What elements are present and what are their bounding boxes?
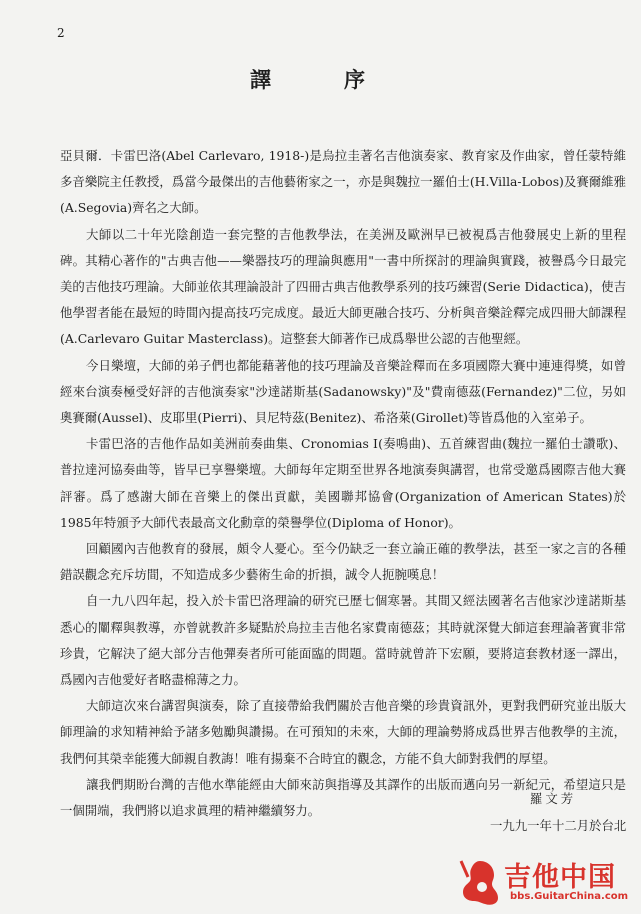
- paragraph-4: 卡雷巴洛的吉他作品如美洲前奏曲集、Cronomias Ⅰ(奏鳴曲)、五首練習曲(魏拉一羅伯士讚歌)、普拉達河協奏曲等，皆早已享譽樂壇。大師每年定期至世界各地演奏與講習，也常受邀爲國際吉他大賽評審。爲了感謝大師在音樂上的傑出貢獻，美國聯邦協會(Organization of American States)於1985年特頒予大師代表最高文化勳章的榮譽學位(Diploma of Honor)。: [60, 436, 626, 530]
- paragraph-5: 回顧國內吉他教育的發展，頗令人憂心。至今仍缺乏一套立論正確的教學法，甚至一家之言的各種錯誤觀念充斥坊間，不知造成多少藝術生命的折損，誠令人扼腕嘆息！: [60, 541, 626, 583]
- signature-date: 一九九一年十二月於台北: [490, 818, 627, 833]
- page-number: 2: [57, 26, 65, 40]
- preface-body: [60, 143, 626, 824]
- watermark-brand: 吉他中国: [504, 862, 616, 893]
- paragraph-3: 今日樂壇，大師的弟子們也都能藉著他的技巧理論及音樂詮釋而在多項國際大賽中連連得獎，如曾經來台演奏極受好評的吉他演奏家"沙達諾斯基(Sadanowsky)"及"費南德茲(Fernandez)"二位，另如奧賽爾(Aussel)、皮耶里(Pierri)、貝尼特茲(Benitez)、希洛萊(Girollet)等皆爲他的入室弟子。: [60, 357, 626, 426]
- page-title: 譯 序: [250, 67, 391, 92]
- guitar-logo-icon: [458, 857, 502, 907]
- watermark: [458, 855, 638, 911]
- paragraph-8: 讓我們期盼台灣的吉他水準能經由大師來訪與指導及其譯作的出版而邁向另一新紀元，希望這只是一個開端，我們將以追求眞理的精神繼續努力。: [60, 776, 626, 819]
- paragraph-7: 大師這次來台講習與演奏，除了直接帶給我們關於吉他音樂的珍貴資訊外，更對我們研究並出版大師理論的求知精神給予諸多勉勵與讚揚。在可預知的未來，大師的理論勢將成爲世界吉他教學的主流，我們何其榮幸能獲大師親自教誨！唯有揚棄不合時宜的觀念，方能不負大師對我們的厚望。: [60, 698, 626, 766]
- paragraph-6: 自一九八四年起，投入於卡雷巴洛理論的研究已歷七個寒暑。其間又經法國著名吉他家沙達諾斯基悉心的闡釋與教導，亦曾就教許多疑點於烏拉圭吉他名家費南德茲；其時就深覺大師這套理論著實非常珍貴，它解決了絕大部分吉他彈奏者所可能面臨的問題。當時就曾許下宏願，要將這套教材逐一譯出，爲國內吉他愛好者略盡棉薄之力。: [60, 593, 626, 688]
- paragraph-2: 大師以二十年光陰創造一套完整的吉他教學法，在美洲及歐洲早已被視爲吉他發展史上新的里程碑。其精心著作的"古典吉他——樂器技巧的理論與應用"一書中所探討的理論與實踐，被譽爲今日最完美的吉他技巧理論。大師並依其理論設計了四冊古典吉他教學系列的技巧練習(Serie Didactica)，使吉他學習者能在最短的時間內提高技巧完成度。最近大師更融合技巧、分析與音樂詮釋完成四冊大師課程(A.Carlevaro Guitar Masterclass)。這整套大師著作已成爲舉世公認的吉他聖經。: [60, 226, 626, 347]
- paragraph-1: 亞貝爾．卡雷巴洛(Abel Carlevaro, 1918-)是烏拉圭著名吉他演奏家、教育家及作曲家，曾任蒙特維多音樂院主任教授，爲當今最傑出的吉他藝術家之一，亦是與魏拉一羅伯士(H.Villa-Lobos)及賽爾維雅(A.Segovia)齊名之大師。: [60, 148, 626, 216]
- watermark-url: bbs.GuitarChina.com: [510, 891, 629, 902]
- translator-name: 羅文芳: [530, 791, 577, 806]
